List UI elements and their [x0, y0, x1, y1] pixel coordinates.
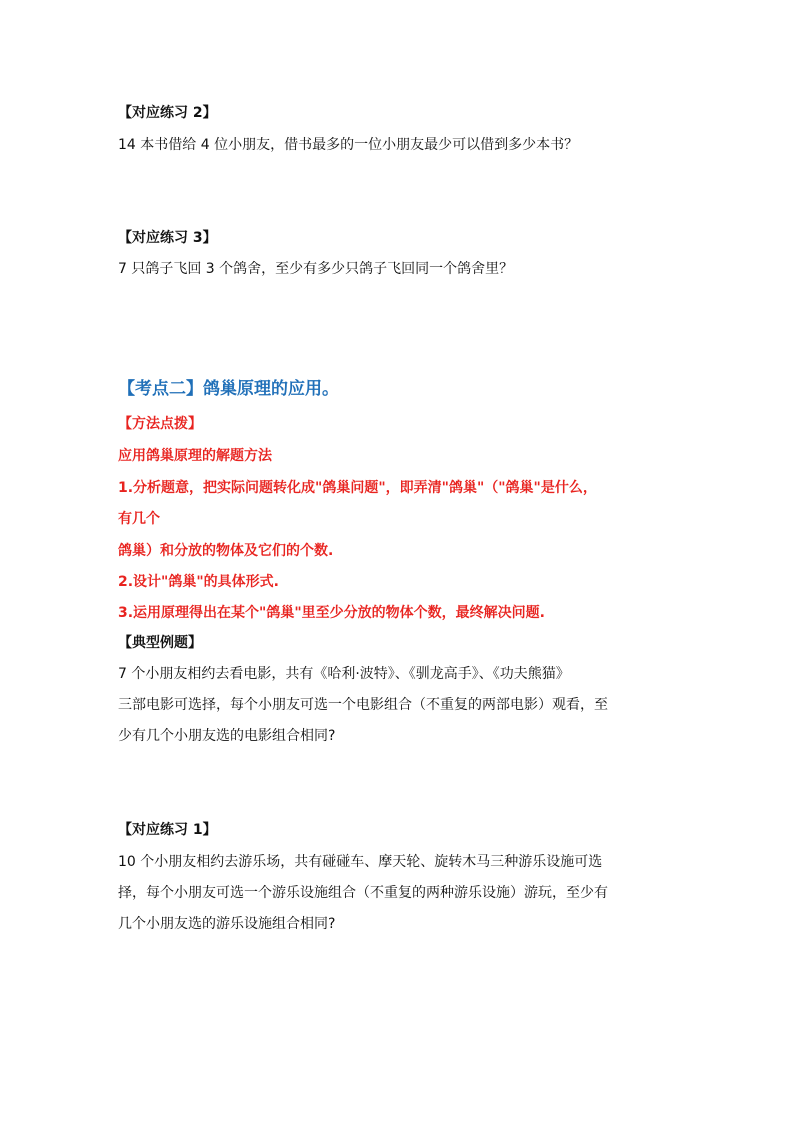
method-title: 应用鸽巢原理的解题方法	[118, 448, 272, 464]
practice1-line2: 择，每个小朋友可选一个游乐设施组合（不重复的两种游乐设施）游玩，至少有	[118, 885, 608, 901]
section2-title: 【考点二】鸽巢原理的应用。	[118, 379, 339, 399]
practice1-heading: 【对应练习 1】	[118, 822, 217, 838]
method-heading: 【方法点拨】	[118, 416, 202, 432]
method-step1-line1: 1.分析题意，把实际问题转化成"鸽巢问题"，即弄清"鸽巢"（"鸽巢"是什么，	[118, 480, 597, 496]
example-line1: 7 个小朋友相约去看电影，共有《哈利·波特》、《驯龙高手》、《功夫熊猫》	[118, 666, 570, 682]
method-step3: 3.运用原理得出在某个"鸽巢"里至少分放的物体个数，最终解决问题.	[118, 605, 545, 621]
practice2-question: 14 本书借给 4 位小朋友，借书最多的一位小朋友最少可以借到多少本书？	[118, 137, 579, 153]
method-step2: 2.设计"鸽巢"的具体形式.	[118, 574, 279, 590]
practice3-question: 7 只鸽子飞回 3 个鸽舍，至少有多少只鸽子飞回同一个鸽舍里？	[118, 261, 514, 277]
practice2-heading: 【对应练习 2】	[118, 105, 217, 121]
example-line2: 三部电影可选择，每个小朋友可选一个电影组合（不重复的两部电影）观看，至	[118, 697, 608, 713]
example-heading: 【典型例题】	[118, 635, 202, 651]
method-step1-line2: 有几个	[118, 511, 160, 527]
practice3-heading: 【对应练习 3】	[118, 230, 217, 246]
method-step1-line3: 鸽巢）和分放的物体及它们的个数.	[118, 543, 334, 559]
practice1-line3: 几个小朋友选的游乐设施组合相同?	[118, 916, 336, 932]
practice1-line1: 10 个小朋友相约去游乐场，共有碰碰车、摩天轮、旋转木马三种游乐设施可选	[118, 854, 603, 870]
example-line3: 少有几个小朋友选的电影组合相同?	[118, 728, 336, 744]
